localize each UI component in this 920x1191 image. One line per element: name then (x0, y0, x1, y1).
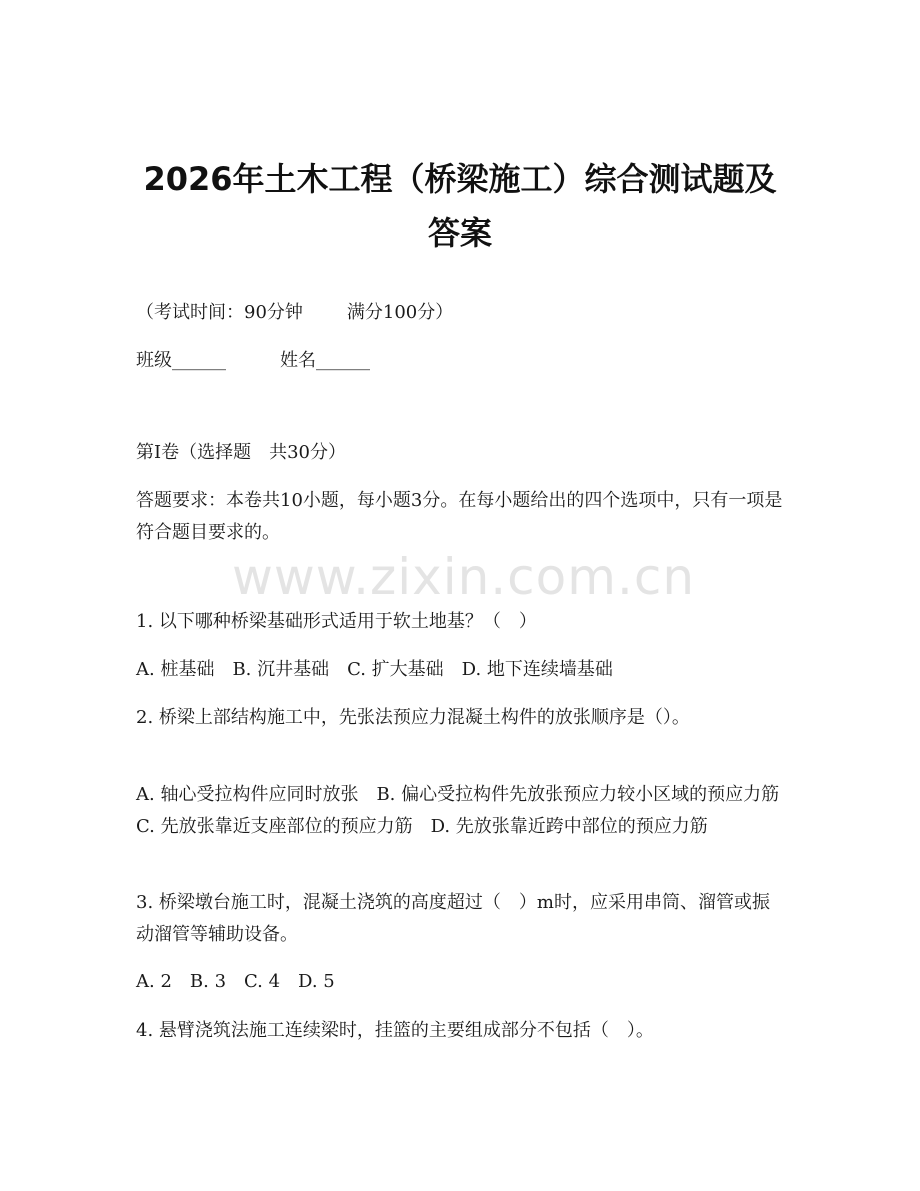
document-title (120, 152, 800, 260)
student-info (136, 345, 370, 377)
class-field: 班级______ (136, 350, 226, 371)
question-3-options: A. 2 B. 3 C. 4 D. 5 (136, 971, 335, 992)
full-score: 满分100分） (346, 302, 454, 323)
question-2-stem: 2. 桥梁上部结构施工中，先张法预应力混凝土构件的放张顺序是（）。 (136, 707, 690, 728)
title-line-1: 2026年土木工程（桥梁施工）综合测试题及 (143, 160, 777, 198)
instructions: 答题要求：本卷共10小题，每小题3分。在每小题给出的四个选项中，只有一项是符合题目要求的。 (136, 490, 783, 543)
question-1-options: A. 桩基础 B. 沉井基础 C. 扩大基础 D. 地下连续墙基础 (136, 659, 613, 680)
question-1-stem: 1. 以下哪种桥梁基础形式适用于软土地基？（ ） (136, 611, 537, 632)
title-line-2: 答案 (427, 214, 492, 252)
question-4-stem: 4. 悬臂浇筑法施工连续梁时，挂篮的主要组成部分不包括（ ）。 (136, 1020, 654, 1041)
question-3-stem: 3. 桥梁墩台施工时，混凝土浇筑的高度超过（ ）m时，应采用串筒、溜管或振动溜管等辅助设备。 (136, 892, 770, 945)
exam-info (136, 297, 453, 329)
exam-time: （考试时间：90分钟 (136, 302, 303, 323)
section-title: 第I卷（选择题 共30分） (136, 442, 347, 463)
watermark: www.zixin.com.cn (232, 548, 696, 606)
name-field: 姓名______ (280, 350, 370, 371)
question-2-options: A. 轴心受拉构件应同时放张 B. 偏心受拉构件先放张预应力较小区域的预应力筋 C. 先放张靠近支座部位的预应力筋 D. 先放张靠近跨中部位的预应力筋 (136, 784, 798, 837)
